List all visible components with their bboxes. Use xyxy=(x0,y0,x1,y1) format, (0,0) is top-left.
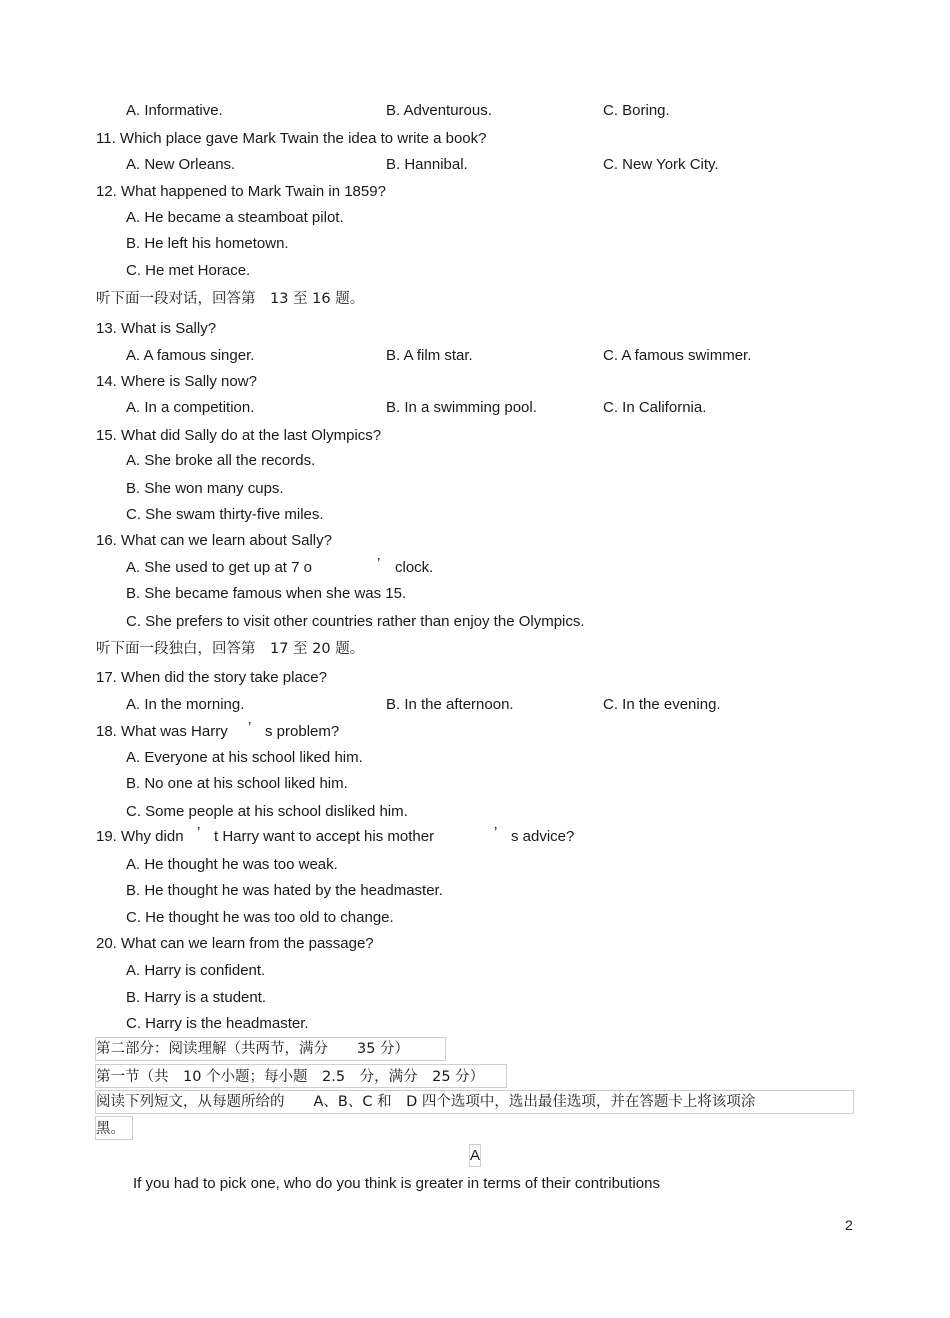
q11-stem: 11. Which place gave Mark Twain the idea to write a book? xyxy=(96,130,487,147)
q13-stem: 13. What is Sally? xyxy=(96,320,217,337)
q20-option-a: A. Harry is confident. xyxy=(126,962,266,979)
q18-stem-end: s problem? xyxy=(265,723,340,740)
q14-option-c: C. In California. xyxy=(603,399,707,416)
q10-option-a: A. Informative. xyxy=(126,102,223,119)
passage-first-line: If you had to pick one, who do you think is greater in terms of their contributions xyxy=(133,1175,660,1192)
reading-instruction-line2: 黑。 xyxy=(96,1121,125,1137)
listening-section-17-20: 听下面一段独白，回答第 17 至 20 题。 xyxy=(96,641,365,657)
q12-option-a: A. He became a steamboat pilot. xyxy=(126,209,344,226)
q11-option-a: A. New Orleans. xyxy=(126,156,236,173)
q12-stem: 12. What happened to Mark Twain in 1859? xyxy=(96,183,386,200)
page-number: 2 xyxy=(845,1217,853,1233)
q19-apostrophe-2: ’ xyxy=(494,824,498,841)
q12-option-c: C. He met Horace. xyxy=(126,262,251,279)
q20-option-c: C. Harry is the headmaster. xyxy=(126,1015,309,1032)
q16-stem: 16. What can we learn about Sally? xyxy=(96,532,332,549)
q13-option-a: A. A famous singer. xyxy=(126,347,255,364)
q19-option-b: B. He thought he was hated by the headmaster. xyxy=(126,882,443,899)
q19-stem-end: s advice? xyxy=(511,828,575,845)
q18-option-a: A. Everyone at his school liked him. xyxy=(126,749,363,766)
q15-option-c: C. She swam thirty-five miles. xyxy=(126,506,324,523)
reading-instruction-line1: 阅读下列短文，从每题所给的 A、B、C 和 D 四个选项中，选出最佳选项，并在答题卡上将该项涂 xyxy=(96,1094,756,1110)
part2-title: 第二部分：阅读理解（共两节，满分 35 分） xyxy=(96,1041,410,1057)
listening-section-13-16: 听下面一段对话，回答第 13 至 16 题。 xyxy=(96,291,365,307)
q15-option-a: A. She broke all the records. xyxy=(126,452,316,469)
q18-stem: 18. What was Harry xyxy=(96,723,228,740)
q17-option-b: B. In the afternoon. xyxy=(386,696,514,713)
q18-apostrophe: ’ xyxy=(248,719,252,736)
q14-stem: 14. Where is Sally now? xyxy=(96,373,257,390)
q19-option-a: A. He thought he was too weak. xyxy=(126,856,338,873)
passage-label: A xyxy=(470,1147,481,1164)
q15-option-b: B. She won many cups. xyxy=(126,480,284,497)
q16-apostrophe: ’ xyxy=(377,555,381,572)
q16-option-b: B. She became famous when she was 15. xyxy=(126,585,407,602)
q15-stem: 15. What did Sally do at the last Olympics? xyxy=(96,427,382,444)
q19-apostrophe-1: ’ xyxy=(197,824,201,841)
q12-option-b: B. He left his hometown. xyxy=(126,235,289,252)
q19-stem-mid: t Harry want to accept his mother xyxy=(214,828,435,845)
q13-option-c: C. A famous swimmer. xyxy=(603,347,752,364)
q17-option-c: C. In the evening. xyxy=(603,696,721,713)
q13-option-b: B. A film star. xyxy=(386,347,473,364)
q16-option-a-end: clock. xyxy=(395,559,434,576)
q17-option-a: A. In the morning. xyxy=(126,696,245,713)
q11-option-b: B. Hannibal. xyxy=(386,156,468,173)
q18-option-b: B. No one at his school liked him. xyxy=(126,775,348,792)
q19-stem: 19. Why didn xyxy=(96,828,184,845)
q14-option-a: A. In a competition. xyxy=(126,399,255,416)
q19-option-c: C. He thought he was too old to change. xyxy=(126,909,394,926)
reading-section1-title: 第一节（共 10 个小题；每小题 2.5 分，满分 25 分） xyxy=(96,1069,485,1085)
q18-option-c: C. Some people at his school disliked him. xyxy=(126,803,408,820)
q11-option-c: C. New York City. xyxy=(603,156,719,173)
q20-stem: 20. What can we learn from the passage? xyxy=(96,935,374,952)
q16-option-a: A. She used to get up at 7 o xyxy=(126,559,312,576)
q14-option-b: B. In a swimming pool. xyxy=(386,399,537,416)
q10-option-b: B. Adventurous. xyxy=(386,102,492,119)
q16-option-c: C. She prefers to visit other countries rather than enjoy the Olympics. xyxy=(126,613,585,630)
q10-option-c: C. Boring. xyxy=(603,102,670,119)
q17-stem: 17. When did the story take place? xyxy=(96,669,327,686)
q20-option-b: B. Harry is a student. xyxy=(126,989,267,1006)
